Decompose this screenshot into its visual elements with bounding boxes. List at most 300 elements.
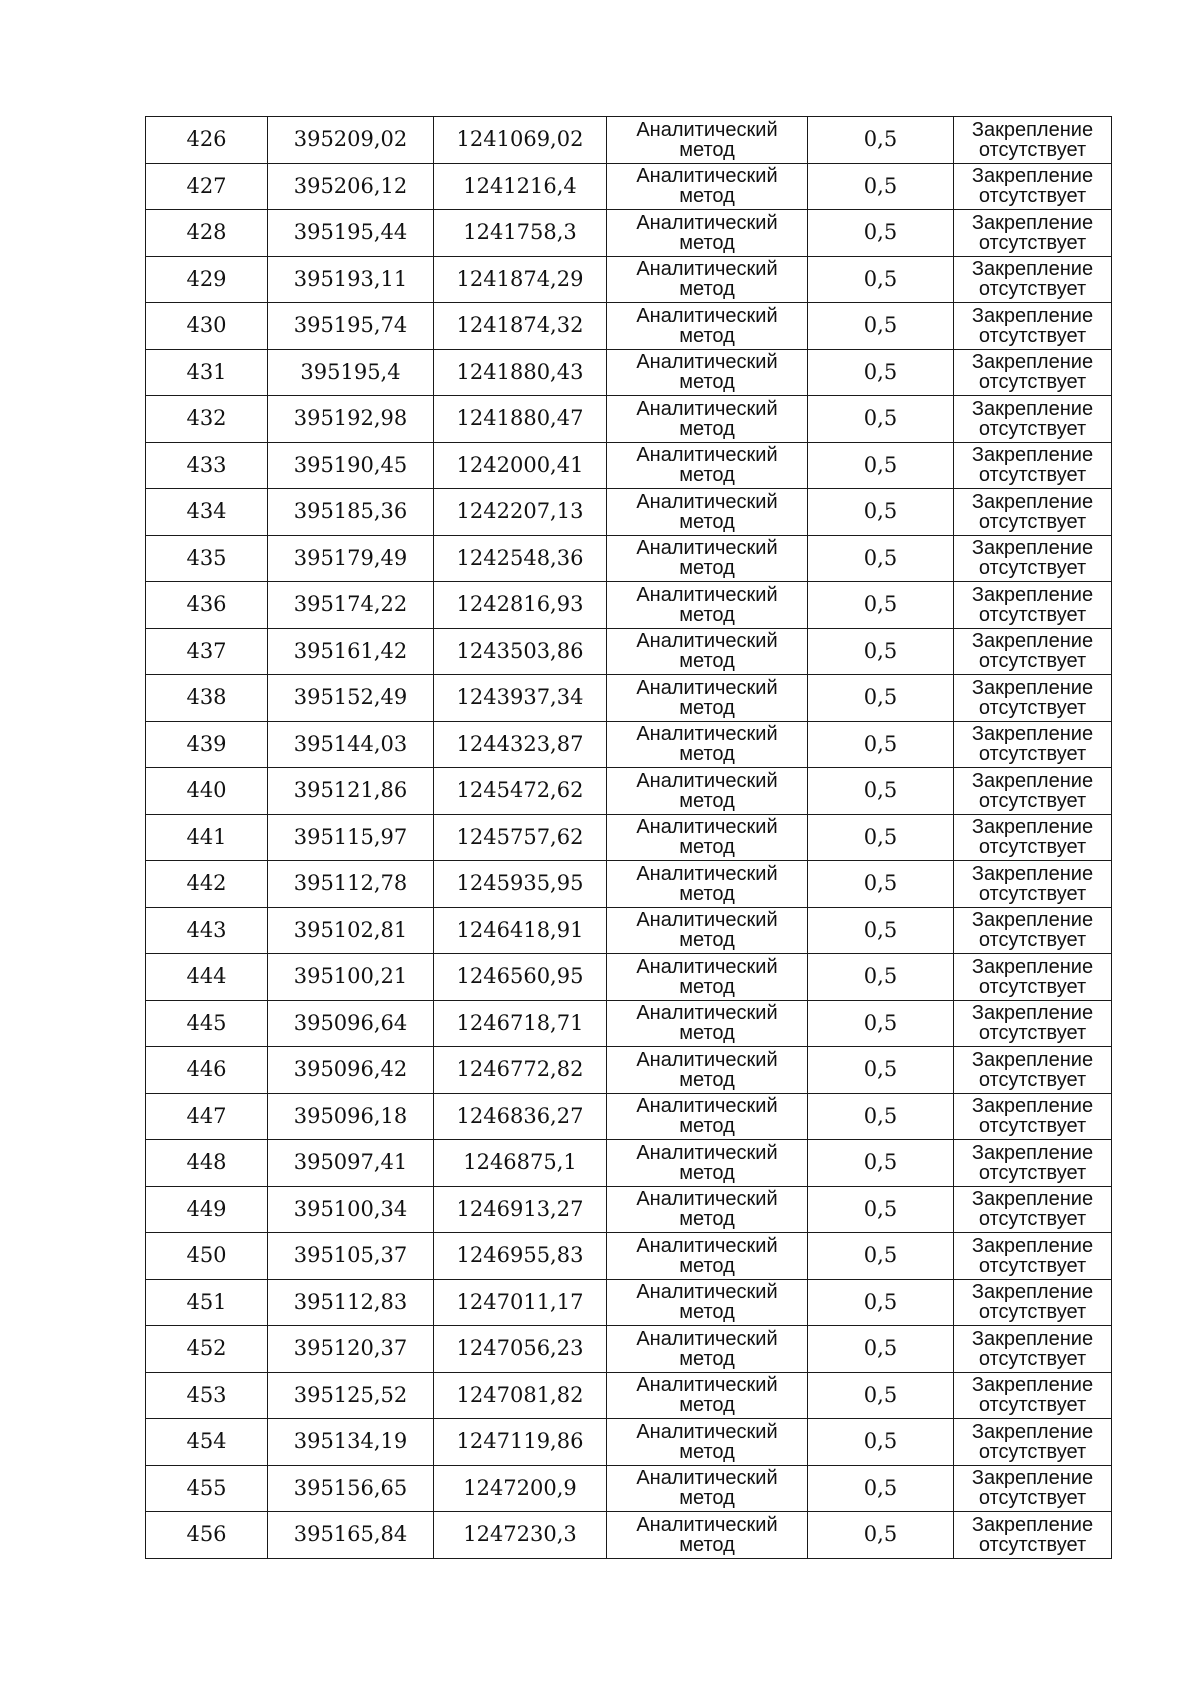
point-number-cell: 437 [146, 628, 268, 675]
x-coordinate-cell: 395206,12 [268, 163, 434, 210]
fixing-text-line: отсутствует [978, 1347, 1087, 1370]
method-text-line: метод [679, 836, 735, 859]
method-text-line: метод [679, 371, 735, 394]
error-cell: 0,5 [808, 582, 954, 629]
method-cell [607, 349, 808, 396]
method-text-line: метод [679, 138, 735, 161]
point-number-cell: 448 [146, 1140, 268, 1187]
point-number-cell: 439 [146, 721, 268, 768]
method-text-line: метод [679, 1068, 735, 1091]
method-text-line: метод [679, 650, 735, 673]
method-text-line: Аналитический [636, 769, 778, 792]
method-text-line: Аналитический [636, 1188, 778, 1211]
fixing-cell [954, 1279, 1112, 1326]
method-text-line: Аналитический [636, 1467, 778, 1490]
point-number-cell: 430 [146, 303, 268, 350]
error-cell: 0,5 [808, 1419, 954, 1466]
method-text-line: Аналитический [636, 490, 778, 513]
method-text-line: метод [679, 743, 735, 766]
error-cell: 0,5 [808, 1140, 954, 1187]
fixing-text-line: Закрепление [971, 862, 1094, 885]
table-row [146, 768, 1112, 815]
method-text-line: метод [679, 417, 735, 440]
fixing-text-line: отсутствует [978, 650, 1087, 673]
point-number-cell: 454 [146, 1419, 268, 1466]
fixing-text-line: отсутствует [978, 510, 1087, 533]
table-row [146, 1000, 1112, 1047]
error-cell: 0,5 [808, 117, 954, 164]
table-row [146, 117, 1112, 164]
point-number-cell: 446 [146, 1047, 268, 1094]
method-cell [607, 1279, 808, 1326]
y-coordinate-cell: 1247056,23 [434, 1326, 607, 1373]
y-coordinate-cell: 1242207,13 [434, 489, 607, 536]
fixing-cell [954, 1186, 1112, 1233]
fixing-text-line: Закрепление [971, 1420, 1094, 1443]
x-coordinate-cell: 395152,49 [268, 675, 434, 722]
error-cell: 0,5 [808, 256, 954, 303]
table-row [146, 210, 1112, 257]
error-cell: 0,5 [808, 1326, 954, 1373]
table-row [146, 489, 1112, 536]
fixing-cell [954, 582, 1112, 629]
y-coordinate-cell: 1241216,4 [434, 163, 607, 210]
x-coordinate-cell: 395121,86 [268, 768, 434, 815]
fixing-text-line: Закрепление [971, 537, 1094, 560]
fixing-text-line: Закрепление [971, 1141, 1094, 1164]
x-coordinate-cell: 395195,74 [268, 303, 434, 350]
fixing-text-line: Закрепление [971, 955, 1094, 978]
error-cell: 0,5 [808, 1047, 954, 1094]
fixing-cell [954, 628, 1112, 675]
method-text-line: метод [679, 278, 735, 301]
fixing-text-line: Закрепление [971, 676, 1094, 699]
y-coordinate-cell: 1246418,91 [434, 907, 607, 954]
coordinates-table [145, 116, 1112, 1559]
method-text-line: Аналитический [636, 1002, 778, 1025]
method-cell [607, 1093, 808, 1140]
point-number-cell: 429 [146, 256, 268, 303]
table-row [146, 163, 1112, 210]
method-cell [607, 721, 808, 768]
error-cell: 0,5 [808, 349, 954, 396]
method-cell [607, 1372, 808, 1419]
fixing-cell [954, 396, 1112, 443]
fixing-cell [954, 163, 1112, 210]
error-cell: 0,5 [808, 907, 954, 954]
fixing-text-line: Закрепление [971, 304, 1094, 327]
fixing-cell [954, 349, 1112, 396]
method-cell [607, 907, 808, 954]
fixing-text-line: отсутствует [978, 1161, 1087, 1184]
error-cell: 0,5 [808, 1512, 954, 1559]
x-coordinate-cell: 395100,34 [268, 1186, 434, 1233]
method-cell [607, 117, 808, 164]
x-coordinate-cell: 395096,42 [268, 1047, 434, 1094]
method-text-line: метод [679, 696, 735, 719]
error-cell: 0,5 [808, 861, 954, 908]
fixing-text-line: отсутствует [978, 1487, 1087, 1510]
y-coordinate-cell: 1246718,71 [434, 1000, 607, 1047]
method-cell [607, 768, 808, 815]
fixing-text-line: Закрепление [971, 1234, 1094, 1257]
table-row [146, 349, 1112, 396]
error-cell: 0,5 [808, 1465, 954, 1512]
y-coordinate-cell: 1241874,29 [434, 256, 607, 303]
point-number-cell: 432 [146, 396, 268, 443]
table-row [146, 256, 1112, 303]
table-row [146, 303, 1112, 350]
y-coordinate-cell: 1247230,3 [434, 1512, 607, 1559]
fixing-cell [954, 256, 1112, 303]
table-row [146, 675, 1112, 722]
method-cell [607, 1140, 808, 1187]
fixing-text-line: Закрепление [971, 1281, 1094, 1304]
error-cell: 0,5 [808, 768, 954, 815]
table-row [146, 396, 1112, 443]
fixing-text-line: Закрепление [971, 1513, 1094, 1536]
x-coordinate-cell: 395134,19 [268, 1419, 434, 1466]
table-row [146, 1372, 1112, 1419]
fixing-text-line: Закрепление [971, 1002, 1094, 1025]
table-row [146, 628, 1112, 675]
method-text-line: Аналитический [636, 1048, 778, 1071]
fixing-text-line: отсутствует [978, 231, 1087, 254]
method-cell [607, 954, 808, 1001]
method-text-line: метод [679, 1533, 735, 1556]
point-number-cell: 431 [146, 349, 268, 396]
fixing-text-line: отсутствует [978, 324, 1087, 347]
point-number-cell: 442 [146, 861, 268, 908]
x-coordinate-cell: 395096,64 [268, 1000, 434, 1047]
y-coordinate-cell: 1243937,34 [434, 675, 607, 722]
method-text-line: Аналитический [636, 258, 778, 281]
fixing-cell [954, 861, 1112, 908]
method-text-line: метод [679, 324, 735, 347]
fixing-text-line: отсутствует [978, 1208, 1087, 1231]
y-coordinate-cell: 1245935,95 [434, 861, 607, 908]
method-text-line: Аналитический [636, 1327, 778, 1350]
table-row [146, 954, 1112, 1001]
method-cell [607, 1047, 808, 1094]
x-coordinate-cell: 395097,41 [268, 1140, 434, 1187]
method-text-line: Аналитический [636, 1234, 778, 1257]
method-cell [607, 489, 808, 536]
error-cell: 0,5 [808, 163, 954, 210]
table-row [146, 1419, 1112, 1466]
method-text-line: Аналитический [636, 211, 778, 234]
method-cell [607, 1419, 808, 1466]
method-text-line: метод [679, 882, 735, 905]
method-text-line: Аналитический [636, 351, 778, 374]
error-cell: 0,5 [808, 1000, 954, 1047]
y-coordinate-cell: 1247081,82 [434, 1372, 607, 1419]
point-number-cell: 444 [146, 954, 268, 1001]
y-coordinate-cell: 1245472,62 [434, 768, 607, 815]
method-text-line: метод [679, 1301, 735, 1324]
y-coordinate-cell: 1241758,3 [434, 210, 607, 257]
point-number-cell: 436 [146, 582, 268, 629]
x-coordinate-cell: 395125,52 [268, 1372, 434, 1419]
fixing-text-line: Закрепление [971, 397, 1094, 420]
coordinates-table-body [146, 117, 1112, 1559]
y-coordinate-cell: 1246913,27 [434, 1186, 607, 1233]
table-row [146, 535, 1112, 582]
x-coordinate-cell: 395105,37 [268, 1233, 434, 1280]
fixing-cell [954, 1326, 1112, 1373]
fixing-cell [954, 954, 1112, 1001]
method-text-line: метод [679, 185, 735, 208]
method-text-line: Аналитический [636, 583, 778, 606]
fixing-cell [954, 442, 1112, 489]
table-row [146, 1465, 1112, 1512]
y-coordinate-cell: 1242548,36 [434, 535, 607, 582]
method-cell [607, 861, 808, 908]
fixing-text-line: отсутствует [978, 836, 1087, 859]
point-number-cell: 427 [146, 163, 268, 210]
y-coordinate-cell: 1245757,62 [434, 814, 607, 861]
error-cell: 0,5 [808, 1186, 954, 1233]
method-cell [607, 814, 808, 861]
point-number-cell: 450 [146, 1233, 268, 1280]
method-text-line: метод [679, 1208, 735, 1231]
fixing-cell [954, 1465, 1112, 1512]
table-row [146, 814, 1112, 861]
error-cell: 0,5 [808, 535, 954, 582]
method-text-line: Аналитический [636, 1513, 778, 1536]
y-coordinate-cell: 1241880,43 [434, 349, 607, 396]
fixing-text-line: Закрепление [971, 258, 1094, 281]
fixing-text-line: отсутствует [978, 1394, 1087, 1417]
fixing-text-line: Закрепление [971, 630, 1094, 653]
method-cell [607, 1000, 808, 1047]
fixing-text-line: отсутствует [978, 371, 1087, 394]
fixing-text-line: Закрепление [971, 1467, 1094, 1490]
point-number-cell: 433 [146, 442, 268, 489]
method-cell [607, 1326, 808, 1373]
table-row [146, 1512, 1112, 1559]
method-text-line: метод [679, 975, 735, 998]
x-coordinate-cell: 395112,83 [268, 1279, 434, 1326]
method-cell [607, 210, 808, 257]
method-text-line: метод [679, 603, 735, 626]
point-number-cell: 447 [146, 1093, 268, 1140]
error-cell: 0,5 [808, 210, 954, 257]
table-row [146, 1233, 1112, 1280]
fixing-text-line: Закрепление [971, 1327, 1094, 1350]
error-cell: 0,5 [808, 489, 954, 536]
method-text-line: Аналитический [636, 1281, 778, 1304]
point-number-cell: 426 [146, 117, 268, 164]
method-text-line: Аналитический [636, 304, 778, 327]
point-number-cell: 441 [146, 814, 268, 861]
fixing-text-line: отсутствует [978, 1533, 1087, 1556]
method-text-line: метод [679, 1440, 735, 1463]
y-coordinate-cell: 1243503,86 [434, 628, 607, 675]
table-row [146, 1140, 1112, 1187]
method-cell [607, 303, 808, 350]
y-coordinate-cell: 1244323,87 [434, 721, 607, 768]
method-text-line: Аналитический [636, 1420, 778, 1443]
x-coordinate-cell: 395209,02 [268, 117, 434, 164]
y-coordinate-cell: 1247200,9 [434, 1465, 607, 1512]
method-text-line: метод [679, 1394, 735, 1417]
method-cell [607, 582, 808, 629]
method-text-line: метод [679, 1161, 735, 1184]
fixing-text-line: Закрепление [971, 1374, 1094, 1397]
fixing-text-line: Закрепление [971, 723, 1094, 746]
error-cell: 0,5 [808, 396, 954, 443]
fixing-cell [954, 1419, 1112, 1466]
table-row [146, 582, 1112, 629]
y-coordinate-cell: 1242816,93 [434, 582, 607, 629]
fixing-text-line: отсутствует [978, 789, 1087, 812]
method-cell [607, 675, 808, 722]
method-cell [607, 396, 808, 443]
x-coordinate-cell: 395156,65 [268, 1465, 434, 1512]
point-number-cell: 455 [146, 1465, 268, 1512]
fixing-text-line: отсутствует [978, 1068, 1087, 1091]
method-cell [607, 1233, 808, 1280]
x-coordinate-cell: 395120,37 [268, 1326, 434, 1373]
x-coordinate-cell: 395190,45 [268, 442, 434, 489]
fixing-text-line: Закрепление [971, 211, 1094, 234]
fixing-text-line: Закрепление [971, 1188, 1094, 1211]
method-text-line: Аналитический [636, 118, 778, 141]
x-coordinate-cell: 395179,49 [268, 535, 434, 582]
point-number-cell: 440 [146, 768, 268, 815]
fixing-cell [954, 210, 1112, 257]
y-coordinate-cell: 1246875,1 [434, 1140, 607, 1187]
point-number-cell: 428 [146, 210, 268, 257]
point-number-cell: 452 [146, 1326, 268, 1373]
y-coordinate-cell: 1246772,82 [434, 1047, 607, 1094]
method-text-line: метод [679, 1347, 735, 1370]
fixing-text-line: отсутствует [978, 882, 1087, 905]
method-cell [607, 1186, 808, 1233]
y-coordinate-cell: 1241880,47 [434, 396, 607, 443]
x-coordinate-cell: 395174,22 [268, 582, 434, 629]
fixing-cell [954, 1233, 1112, 1280]
point-number-cell: 445 [146, 1000, 268, 1047]
point-number-cell: 434 [146, 489, 268, 536]
fixing-cell [954, 1372, 1112, 1419]
fixing-cell [954, 489, 1112, 536]
fixing-text-line: отсутствует [978, 278, 1087, 301]
fixing-text-line: отсутствует [978, 417, 1087, 440]
table-row [146, 861, 1112, 908]
table-row [146, 1326, 1112, 1373]
point-number-cell: 435 [146, 535, 268, 582]
method-text-line: метод [679, 1022, 735, 1045]
fixing-cell [954, 1093, 1112, 1140]
fixing-cell [954, 1140, 1112, 1187]
x-coordinate-cell: 395102,81 [268, 907, 434, 954]
method-text-line: метод [679, 1254, 735, 1277]
method-text-line: Аналитический [636, 630, 778, 653]
error-cell: 0,5 [808, 814, 954, 861]
y-coordinate-cell: 1247119,86 [434, 1419, 607, 1466]
x-coordinate-cell: 395195,4 [268, 349, 434, 396]
method-text-line: Аналитический [636, 862, 778, 885]
fixing-text-line: отсутствует [978, 185, 1087, 208]
method-text-line: метод [679, 1487, 735, 1510]
x-coordinate-cell: 395192,98 [268, 396, 434, 443]
fixing-text-line: отсутствует [978, 1440, 1087, 1463]
error-cell: 0,5 [808, 1233, 954, 1280]
fixing-text-line: отсутствует [978, 743, 1087, 766]
method-text-line: метод [679, 231, 735, 254]
method-text-line: Аналитический [636, 1141, 778, 1164]
x-coordinate-cell: 395185,36 [268, 489, 434, 536]
fixing-text-line: Закрепление [971, 1095, 1094, 1118]
fixing-text-line: отсутствует [978, 1115, 1087, 1138]
point-number-cell: 443 [146, 907, 268, 954]
method-text-line: Аналитический [636, 397, 778, 420]
fixing-cell [954, 1512, 1112, 1559]
error-cell: 0,5 [808, 721, 954, 768]
method-cell [607, 442, 808, 489]
method-text-line: Аналитический [636, 165, 778, 188]
point-number-cell: 453 [146, 1372, 268, 1419]
fixing-text-line: Закрепление [971, 118, 1094, 141]
method-cell [607, 1512, 808, 1559]
method-text-line: Аналитический [636, 723, 778, 746]
y-coordinate-cell: 1246955,83 [434, 1233, 607, 1280]
method-text-line: метод [679, 557, 735, 580]
fixing-cell [954, 303, 1112, 350]
table-row [146, 907, 1112, 954]
fixing-text-line: отсутствует [978, 603, 1087, 626]
fixing-cell [954, 117, 1112, 164]
x-coordinate-cell: 395144,03 [268, 721, 434, 768]
method-text-line: Аналитический [636, 955, 778, 978]
method-text-line: Аналитический [636, 444, 778, 467]
point-number-cell: 456 [146, 1512, 268, 1559]
x-coordinate-cell: 395193,11 [268, 256, 434, 303]
method-text-line: метод [679, 789, 735, 812]
method-text-line: метод [679, 464, 735, 487]
fixing-cell [954, 768, 1112, 815]
method-text-line: метод [679, 929, 735, 952]
method-text-line: метод [679, 510, 735, 533]
y-coordinate-cell: 1242000,41 [434, 442, 607, 489]
fixing-cell [954, 907, 1112, 954]
method-text-line: Аналитический [636, 816, 778, 839]
method-cell [607, 163, 808, 210]
fixing-text-line: Закрепление [971, 583, 1094, 606]
x-coordinate-cell: 395165,84 [268, 1512, 434, 1559]
fixing-text-line: Закрепление [971, 1048, 1094, 1071]
fixing-cell [954, 675, 1112, 722]
fixing-text-line: Закрепление [971, 816, 1094, 839]
table-row [146, 1047, 1112, 1094]
fixing-cell [954, 814, 1112, 861]
fixing-cell [954, 1000, 1112, 1047]
fixing-text-line: Закрепление [971, 769, 1094, 792]
method-cell [607, 256, 808, 303]
fixing-cell [954, 721, 1112, 768]
y-coordinate-cell: 1246560,95 [434, 954, 607, 1001]
fixing-text-line: отсутствует [978, 1301, 1087, 1324]
fixing-text-line: отсутствует [978, 464, 1087, 487]
y-coordinate-cell: 1241874,32 [434, 303, 607, 350]
method-text-line: Аналитический [636, 1374, 778, 1397]
fixing-text-line: отсутствует [978, 1022, 1087, 1045]
y-coordinate-cell: 1241069,02 [434, 117, 607, 164]
fixing-text-line: отсутствует [978, 975, 1087, 998]
error-cell: 0,5 [808, 628, 954, 675]
